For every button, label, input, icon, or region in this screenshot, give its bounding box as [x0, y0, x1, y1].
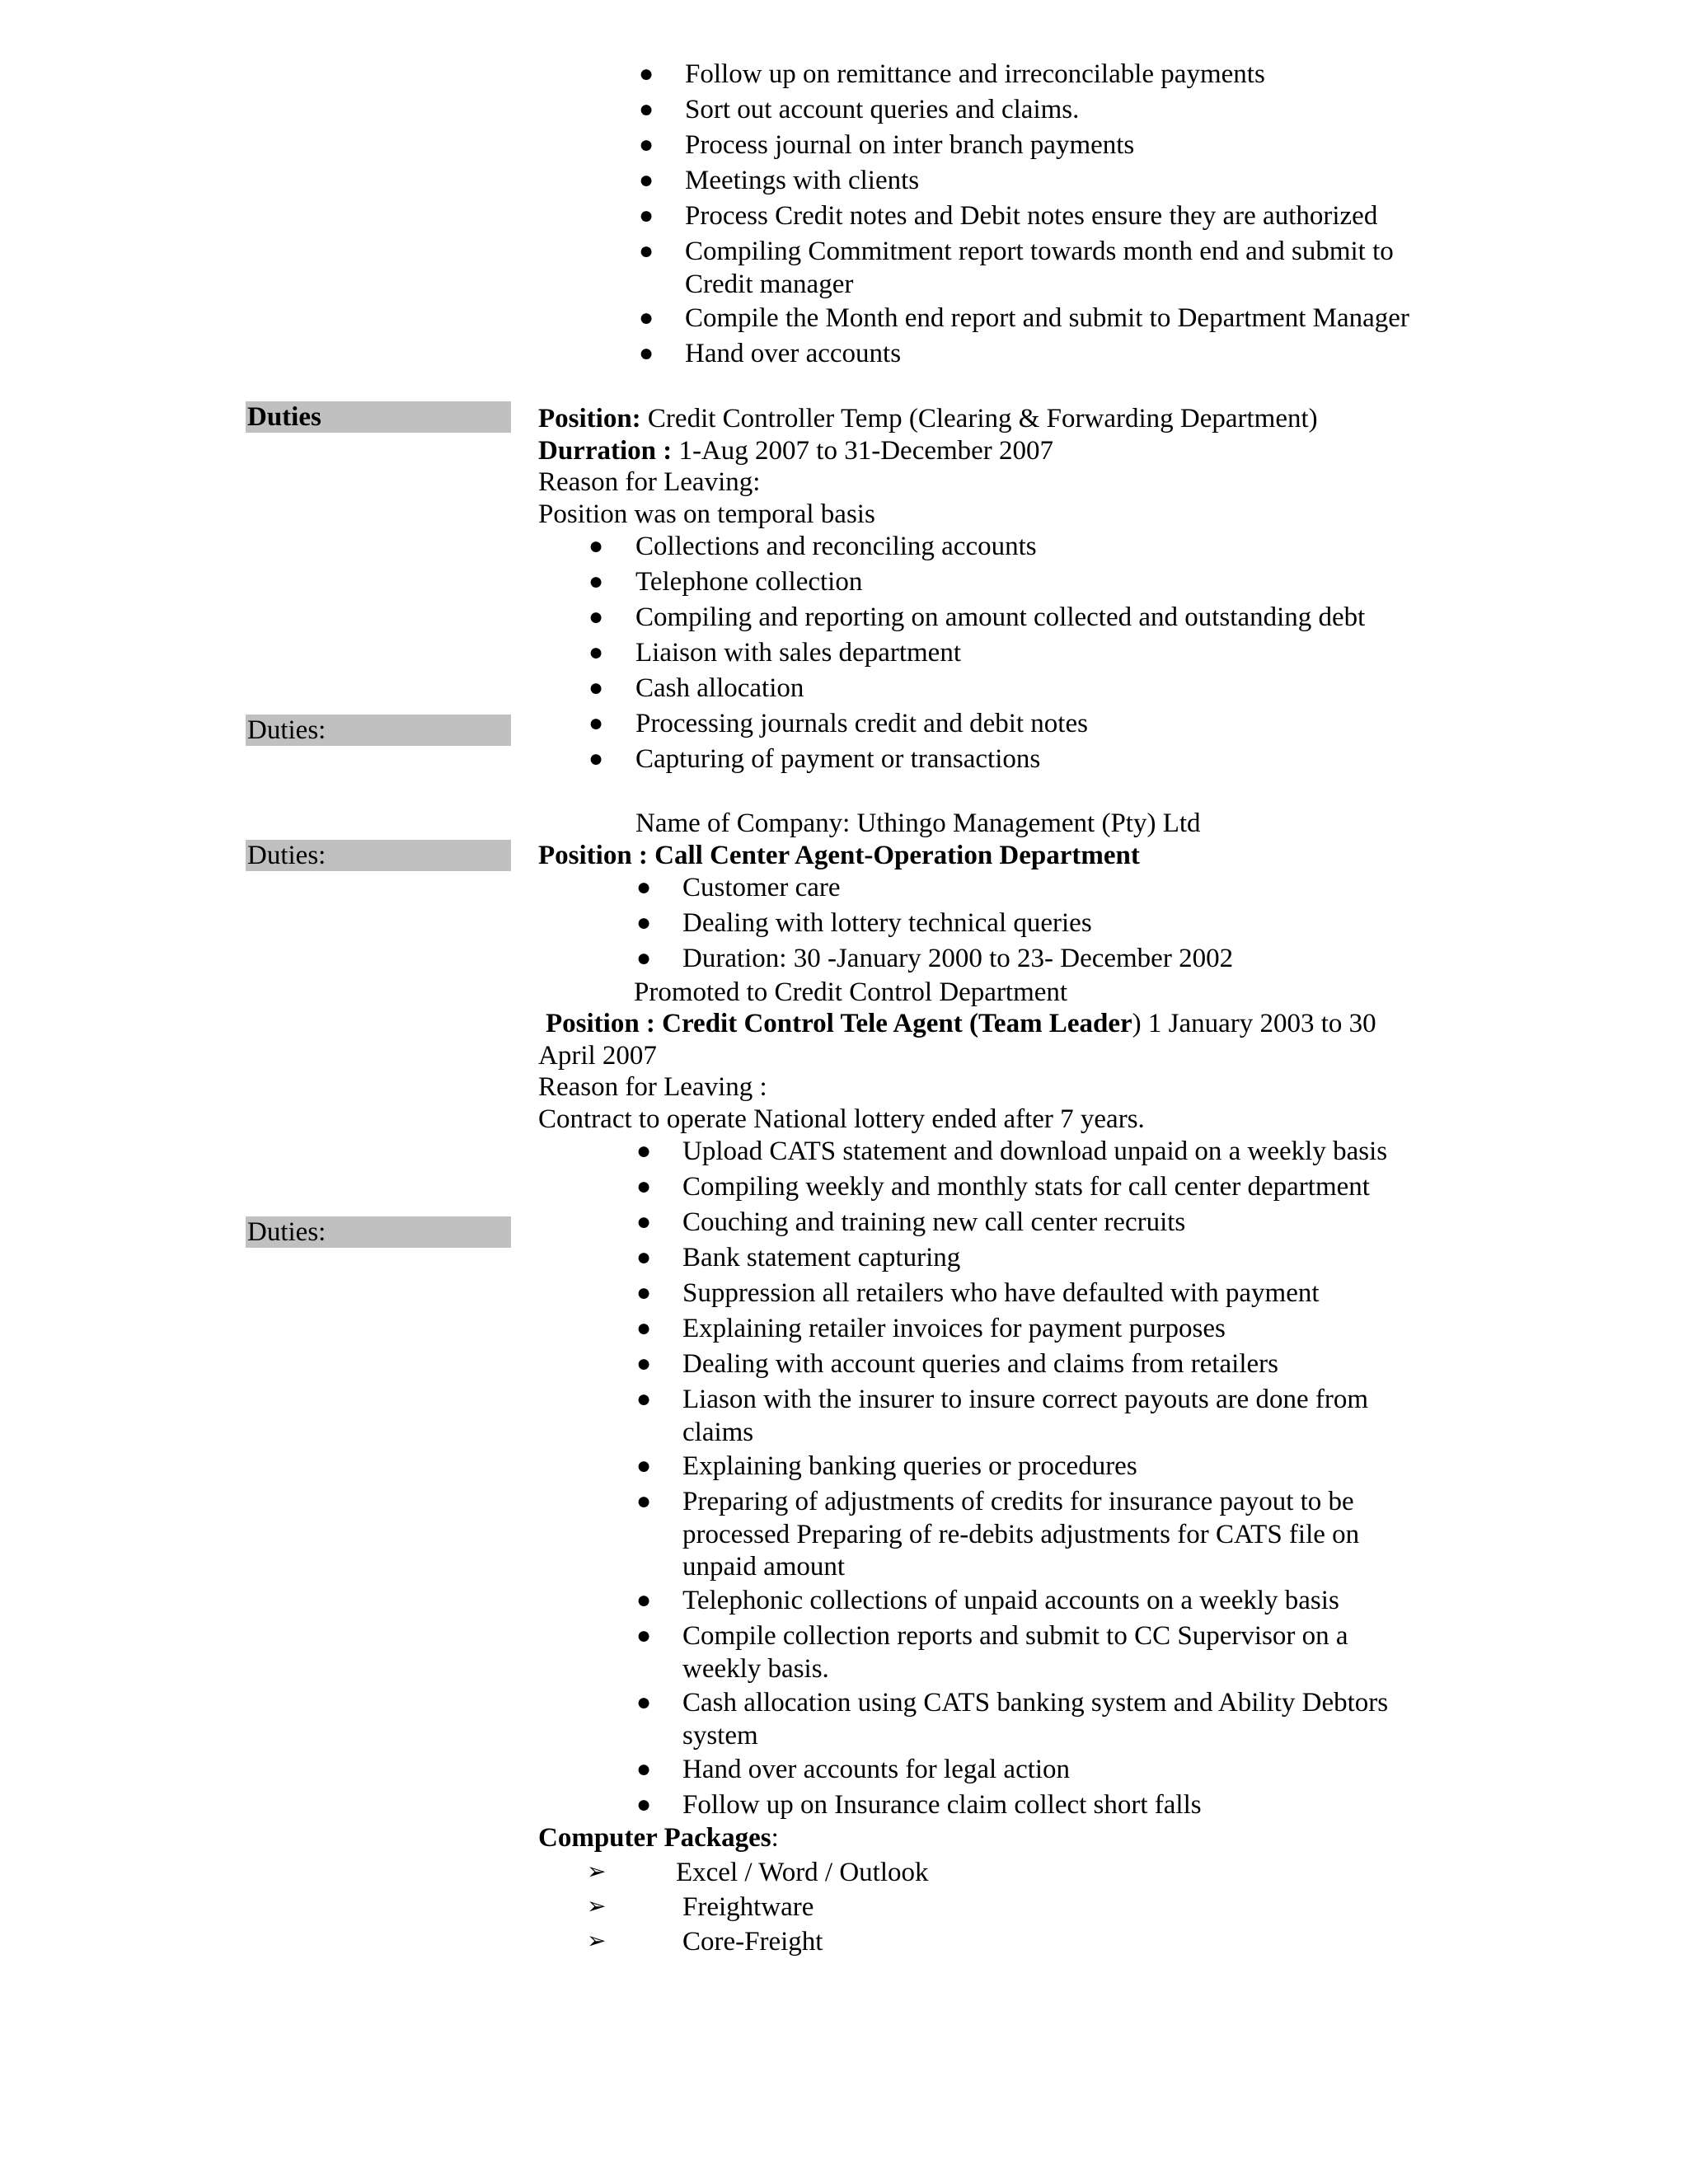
list-item-continuation: weekly basis.	[682, 1654, 829, 1684]
duration-label: Durration :	[538, 436, 673, 466]
position-label: Position:	[538, 404, 641, 434]
job1-reason-label: Reason for Leaving:	[538, 467, 761, 497]
list-item-text: Bank statement capturing	[682, 1243, 961, 1272]
list-item-text: Compiling and reporting on amount collected and outstanding debt	[635, 602, 1366, 632]
list-item-text: Compiling weekly and monthly stats for call center department	[682, 1172, 1370, 1202]
list-item-text: Capturing of payment or transactions	[635, 744, 1041, 774]
list-item-text: Process journal on inter branch payments	[685, 130, 1135, 160]
section-label-duties: Duties:	[246, 840, 511, 871]
list-item-text: Telephone collection	[635, 567, 863, 597]
position-title: Position : Credit Control Tele Agent (Team Leader	[546, 1009, 1132, 1038]
list-item-text: Upload CATS statement and download unpaid on a weekly basis	[682, 1137, 1388, 1166]
duration-value: 1-Aug 2007 to 31-December 2007	[672, 436, 1054, 466]
list-item-text: Customer care	[682, 873, 841, 902]
position-dates: ) 1 January 2003 to 30	[1132, 1009, 1376, 1038]
list-item-text: Follow up on Insurance claim collect short falls	[682, 1790, 1202, 1820]
list-item-text: Excel / Word / Outlook	[676, 1858, 929, 1887]
section-label-duties: Duties:	[246, 1216, 511, 1248]
list-item-continuation: processed Preparing of re-debits adjustments for CATS file on	[682, 1520, 1360, 1549]
position-value: Credit Controller Temp (Clearing & Forwarding Department)	[640, 404, 1318, 434]
list-item-text: Core-Freight	[682, 1927, 823, 1957]
computer-packages-heading	[538, 1821, 779, 1854]
list-item-text: Cash allocation using CATS banking system and Ability Debtors	[682, 1688, 1389, 1718]
list-item-continuation: Credit manager	[685, 269, 854, 299]
list-item-text: Cash allocation	[635, 673, 804, 703]
list-item-continuation: system	[682, 1721, 758, 1750]
list-item-continuation: claims	[682, 1418, 754, 1447]
arrow-bullet-icon: ➢	[587, 1894, 607, 1919]
section-label-duties: Duties:	[246, 715, 511, 746]
list-item-text: Processing journals credit and debit notes	[635, 709, 1088, 738]
job3-position	[546, 1007, 1376, 1040]
list-item-text: Couching and training new call center recruits	[682, 1207, 1186, 1237]
arrow-bullet-icon: ➢	[587, 1929, 607, 1954]
job3-reason-value: Contract to operate National lottery ended after 7 years.	[538, 1104, 1145, 1134]
list-item-text: Suppression all retailers who have defaulted with payment	[682, 1278, 1320, 1308]
heading-colon: :	[771, 1823, 779, 1853]
job1-duration	[538, 434, 1053, 467]
job1-position	[538, 402, 1318, 435]
list-item-text: Liaison with sales department	[635, 638, 961, 668]
list-item-text: Process Credit notes and Debit notes ensure they are authorized	[685, 201, 1378, 231]
list-item-text: Explaining retailer invoices for payment purposes	[682, 1314, 1226, 1343]
list-item-text: Compiling Commitment report towards month end and submit to	[685, 237, 1394, 266]
list-item-text: Compile the Month end report and submit to Department Manager	[685, 303, 1409, 333]
arrow-bullet-icon: ➢	[587, 1859, 607, 1885]
list-item-text: Explaining banking queries or procedures	[682, 1451, 1137, 1481]
list-item-continuation: unpaid amount	[682, 1552, 846, 1582]
list-item-text: Freightware	[682, 1892, 814, 1922]
job1-reason-value: Position was on temporal basis	[538, 499, 875, 529]
list-item-text: Liason with the insurer to insure correct payouts are done from	[682, 1385, 1369, 1414]
company-name: Name of Company: Uthingo Management (Pty) Ltd	[635, 808, 1201, 838]
list-item-text: Follow up on remittance and irreconcilable payments	[685, 59, 1265, 89]
list-item-text: Dealing with account queries and claims from retailers	[682, 1349, 1278, 1379]
list-item-text: Preparing of adjustments of credits for insurance payout to be	[682, 1487, 1354, 1516]
list-item-text: Sort out account queries and claims.	[685, 95, 1080, 124]
list-item-text: Hand over accounts	[685, 339, 902, 368]
promotion-note: Promoted to Credit Control Department	[634, 977, 1068, 1007]
list-item-text: Compile collection reports and submit to CC Supervisor on a	[682, 1621, 1348, 1651]
list-item-text: Meetings with clients	[685, 166, 920, 195]
list-item-text: Collections and reconciling accounts	[635, 532, 1037, 561]
list-item-text: Duration: 30 -January 2000 to 23- December 2002	[682, 944, 1234, 973]
job3-reason-label: Reason for Leaving :	[538, 1072, 767, 1102]
list-item-text: Dealing with lottery technical queries	[682, 908, 1092, 938]
list-item-text: Hand over accounts for legal action	[682, 1755, 1071, 1784]
list-item-text: Telephonic collections of unpaid accounts on a weekly basis	[682, 1586, 1339, 1615]
section-label-duties: Duties	[246, 401, 511, 433]
job2-position: Position : Call Center Agent-Operation Department	[538, 841, 1140, 870]
heading-text: Computer Packages	[538, 1823, 771, 1853]
job3-position-line2: April 2007	[538, 1041, 657, 1071]
